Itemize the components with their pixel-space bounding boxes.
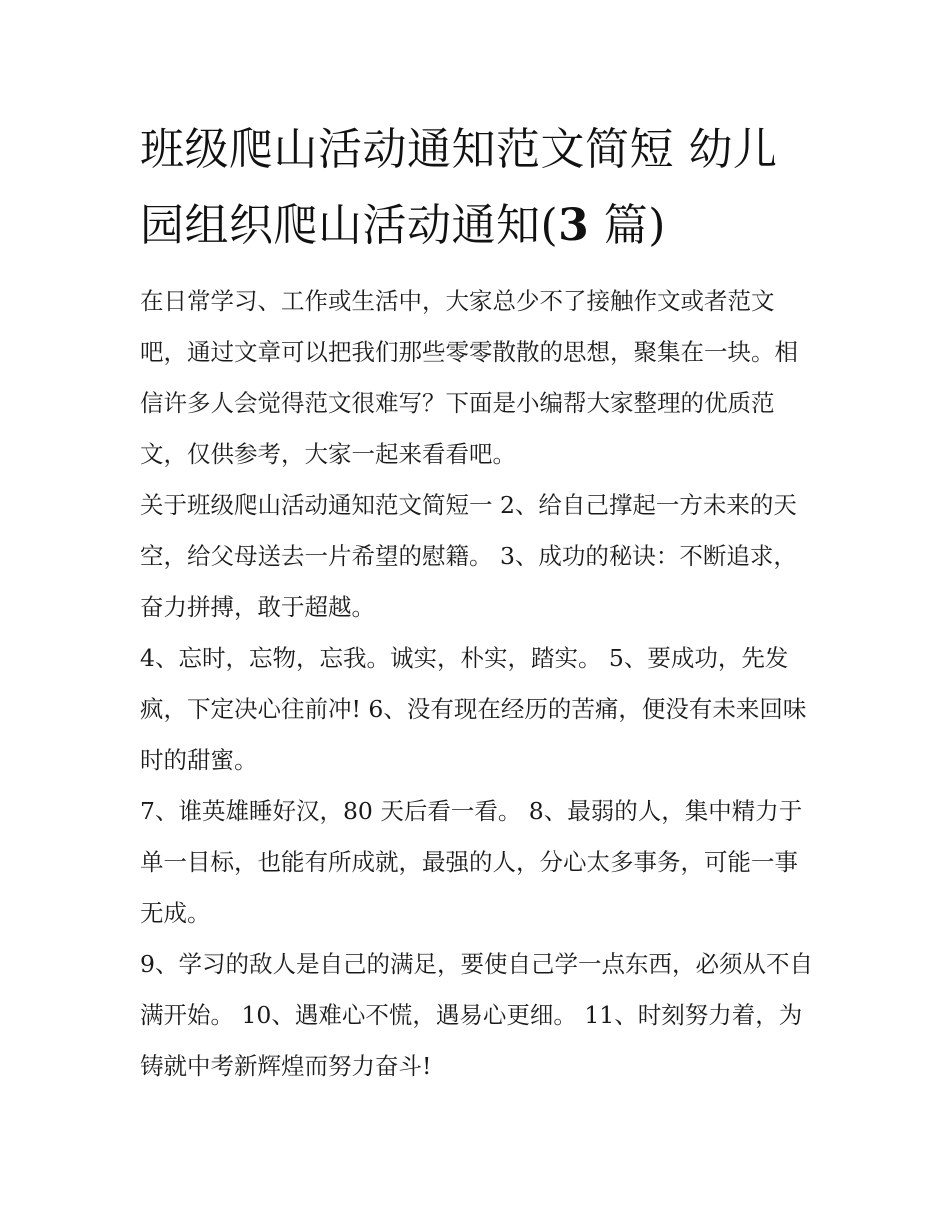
document-body	[140, 276, 820, 1092]
body-paragraph: 7、谁英雄睡好汉，80 天后看一看。 8、最弱的人，集中精力于单一目标，也能有所成就，最强的人，分心太多事务，可能一事无成。	[140, 797, 803, 927]
body-paragraph: 9、学习的敌人是自己的满足，要使自己学一点东西，必须从不自满开始。 10、遇难心不慌，遇易心更细。 11、时刻努力着，为铸就中考新辉煌而努力奋斗!	[140, 950, 813, 1080]
title-text-part1: 班级爬山活动通知范文简短 幼儿园组织爬山活动通知(	[140, 124, 778, 251]
title-count: 3	[558, 200, 590, 251]
intro-paragraph: 在日常学习、工作或生活中，大家总少不了接触作文或者范文吧，通过文章可以把我们那些零零散散的思想，聚集在一块。相信许多人会觉得范文很难写？下面是小编帮大家整理的优质范文，仅供参考，大家一起来看看吧。	[140, 287, 798, 468]
body-paragraph: 4、忘时，忘物，忘我。诚实，朴实，踏实。 5、要成功，先发疯，下定决心往前冲! 6、没有现在经历的苦痛，便没有未来回味时的甜蜜。	[140, 644, 807, 774]
document-title	[140, 112, 820, 264]
body-paragraph: 关于班级爬山活动通知范文简短一 2、给自己撑起一方未来的天空，给父母送去一片希望的慰籍。 3、成功的秘诀：不断追求，奋力拼搏，敢于超越。	[140, 491, 797, 621]
title-text-part2: 篇)	[589, 200, 666, 251]
